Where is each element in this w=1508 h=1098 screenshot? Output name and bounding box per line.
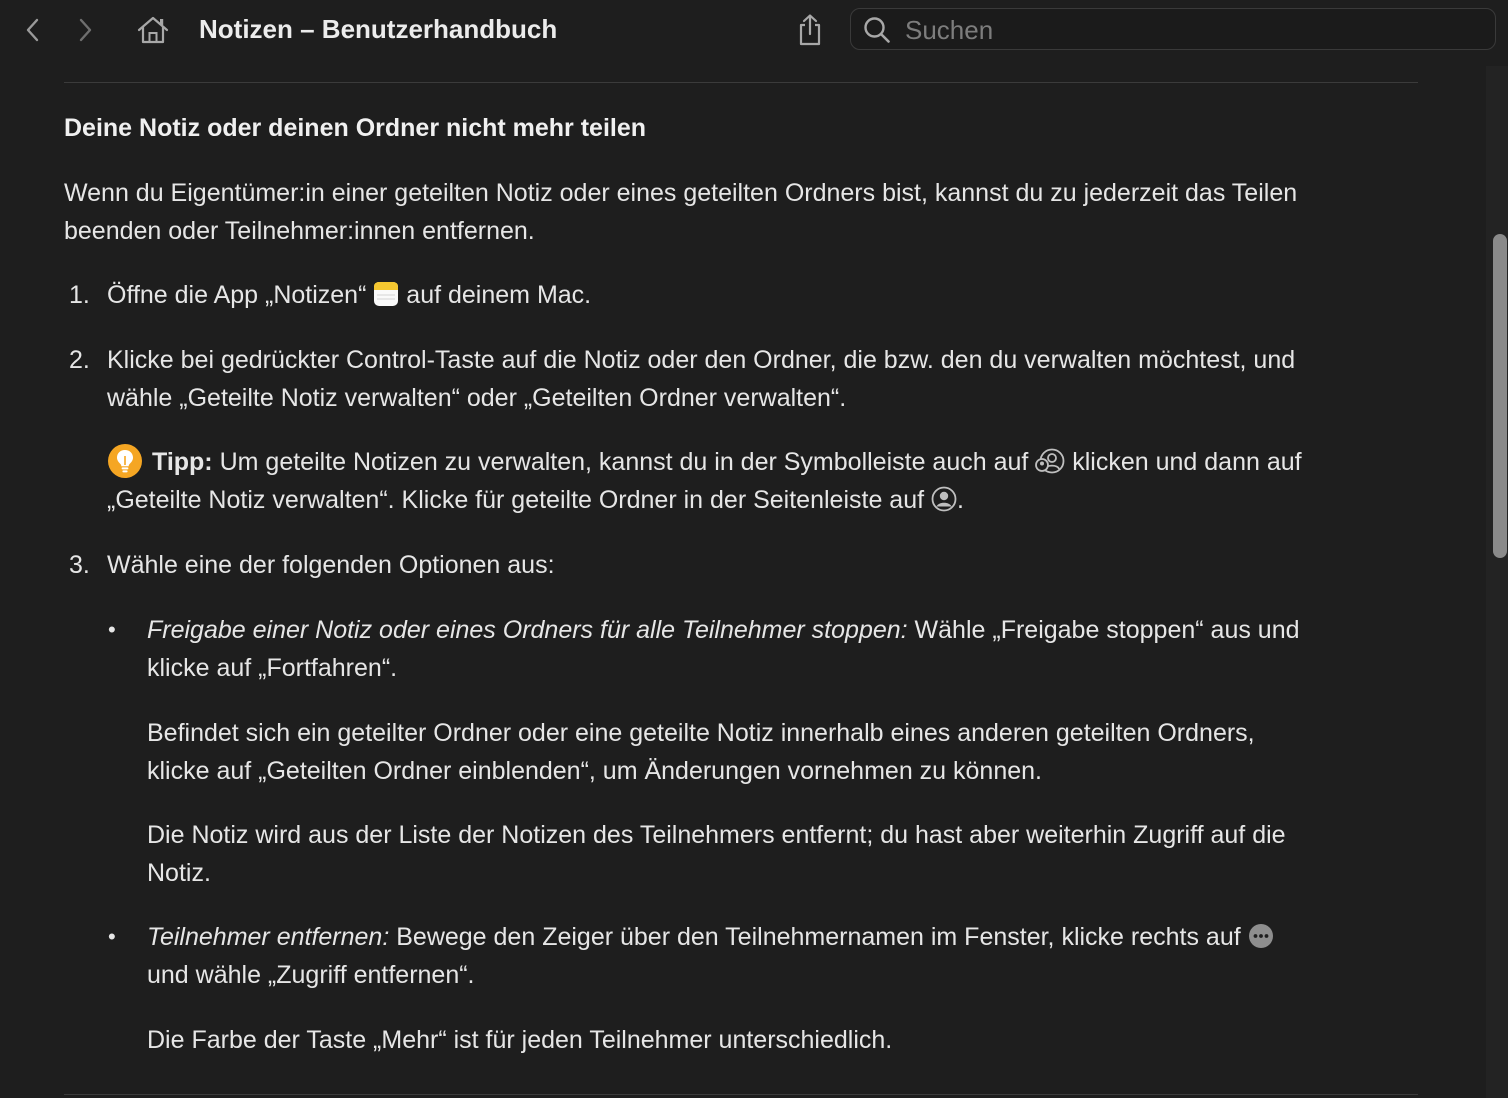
scrollbar-thumb[interactable] (1493, 234, 1507, 558)
tip-line-1 (152, 443, 1302, 481)
step-2-number: 2. (69, 346, 90, 374)
tip-text-2a: „Geteilte Notiz verwalten“. Klicke für geteilte Ordner in der Seitenleiste auf (107, 486, 931, 514)
step-3-text: Wähle eine der folgenden Optionen aus: (107, 551, 555, 579)
tip-text-2b: . (957, 486, 964, 514)
step-2-line-2: wähle „Geteilte Notiz verwalten“ oder „Geteilten Ordner verwalten“. (107, 384, 847, 412)
intro-line-2: beenden oder Teilnehmer:innen entfernen. (64, 217, 535, 245)
article-heading: Deine Notiz oder deinen Ordner nicht mehr teilen (64, 114, 647, 142)
option-2-extra-1-line-1: Die Farbe der Taste „Mehr“ ist für jeden Teilnehmer unterschiedlich. (147, 1026, 893, 1054)
option-2-line-2: und wähle „Zugriff entfernen“. (147, 961, 475, 989)
notes-app-icon (373, 281, 399, 307)
intro-paragraph (64, 174, 1297, 250)
forward-button[interactable] (70, 14, 100, 46)
option-2-line-1 (147, 918, 1274, 956)
top-divider (64, 82, 1418, 83)
option-1-extra-2 (147, 816, 1286, 892)
share-icon (796, 13, 824, 47)
option-1-text (147, 611, 1300, 687)
window-title: Notizen – Benutzerhandbuch (199, 14, 558, 44)
search-field[interactable] (850, 8, 1496, 50)
bottom-divider (64, 1094, 1418, 1095)
step-1-text-after: auf deinem Mac. (399, 281, 592, 309)
intro-line-1: Wenn du Eigentümer:in einer geteilten Notiz oder eines geteilten Ordners bist, kannst du zu jederzeit das Teilen (64, 179, 1298, 207)
share-button[interactable] (792, 10, 828, 50)
step-2-text (107, 341, 1295, 417)
option-2-text (147, 918, 1274, 994)
chevron-left-icon (24, 17, 42, 43)
back-button[interactable] (18, 14, 48, 46)
option-1-extra-1-line-1: Befindet sich ein geteilter Ordner oder eine geteilte Notiz innerhalb eines anderen geteilten Ordners, (147, 719, 1255, 747)
option-1-extra-1-line-2: klicke auf „Geteilten Ordner einblenden“, um Änderungen vornehmen zu können. (147, 757, 1042, 785)
option-2-extra-1 (147, 1021, 892, 1059)
step-1-number: 1. (69, 281, 90, 309)
collaborate-icon (1035, 448, 1065, 474)
more-icon (1248, 923, 1274, 949)
tip-label: Tipp: (152, 448, 213, 476)
option-2-title: Teilnehmer entfernen: (147, 923, 390, 951)
tip-line-2 (107, 481, 964, 519)
step-1-text-before: Öffne die App „Notizen“ (107, 281, 374, 309)
option-1-line-1 (147, 611, 1300, 649)
toolbar (0, 0, 1508, 62)
tip-text-1b: klicken und dann auf (1065, 448, 1302, 476)
step-3-number: 3. (69, 551, 90, 579)
step-2-line-1: Klicke bei gedrückter Control-Taste auf die Notiz oder den Ordner, die bzw. den du verwalten möchtest, und (107, 346, 1296, 374)
chevron-right-icon (76, 17, 94, 43)
option-2-line-1-rest: Bewege den Zeiger über den Teilnehmernamen im Fenster, klicke rechts auf (389, 923, 1248, 951)
lightbulb-icon (107, 443, 143, 479)
option-2-bullet: • (108, 924, 116, 949)
step-1-text (107, 276, 591, 314)
home-icon (136, 15, 170, 45)
option-1-extra-2-line-1: Die Notiz wird aus der Liste der Notizen des Teilnehmers entfernt; du hast aber weiterhin Zugriff auf die (147, 821, 1286, 849)
home-button[interactable] (134, 12, 172, 48)
option-1-line-2: klicke auf „Fortfahren“. (147, 654, 398, 682)
option-1-line-1-rest: Wähle „Freigabe stoppen“ aus und (907, 616, 1300, 644)
option-1-extra-1 (147, 714, 1255, 790)
option-1-extra-2-line-2: Notiz. (147, 859, 211, 887)
tip-text-1a: Um geteilte Notizen zu verwalten, kannst du in der Symbolleiste auch auf (212, 448, 1036, 476)
option-1-bullet: • (108, 617, 116, 642)
scrollbar-track[interactable] (1486, 66, 1508, 1098)
search-icon (863, 16, 891, 44)
person-circle-icon (931, 486, 957, 512)
option-1-title: Freigabe einer Notiz oder eines Ordners für alle Teilnehmer stoppen: (147, 616, 908, 644)
search-input[interactable] (903, 13, 1477, 47)
